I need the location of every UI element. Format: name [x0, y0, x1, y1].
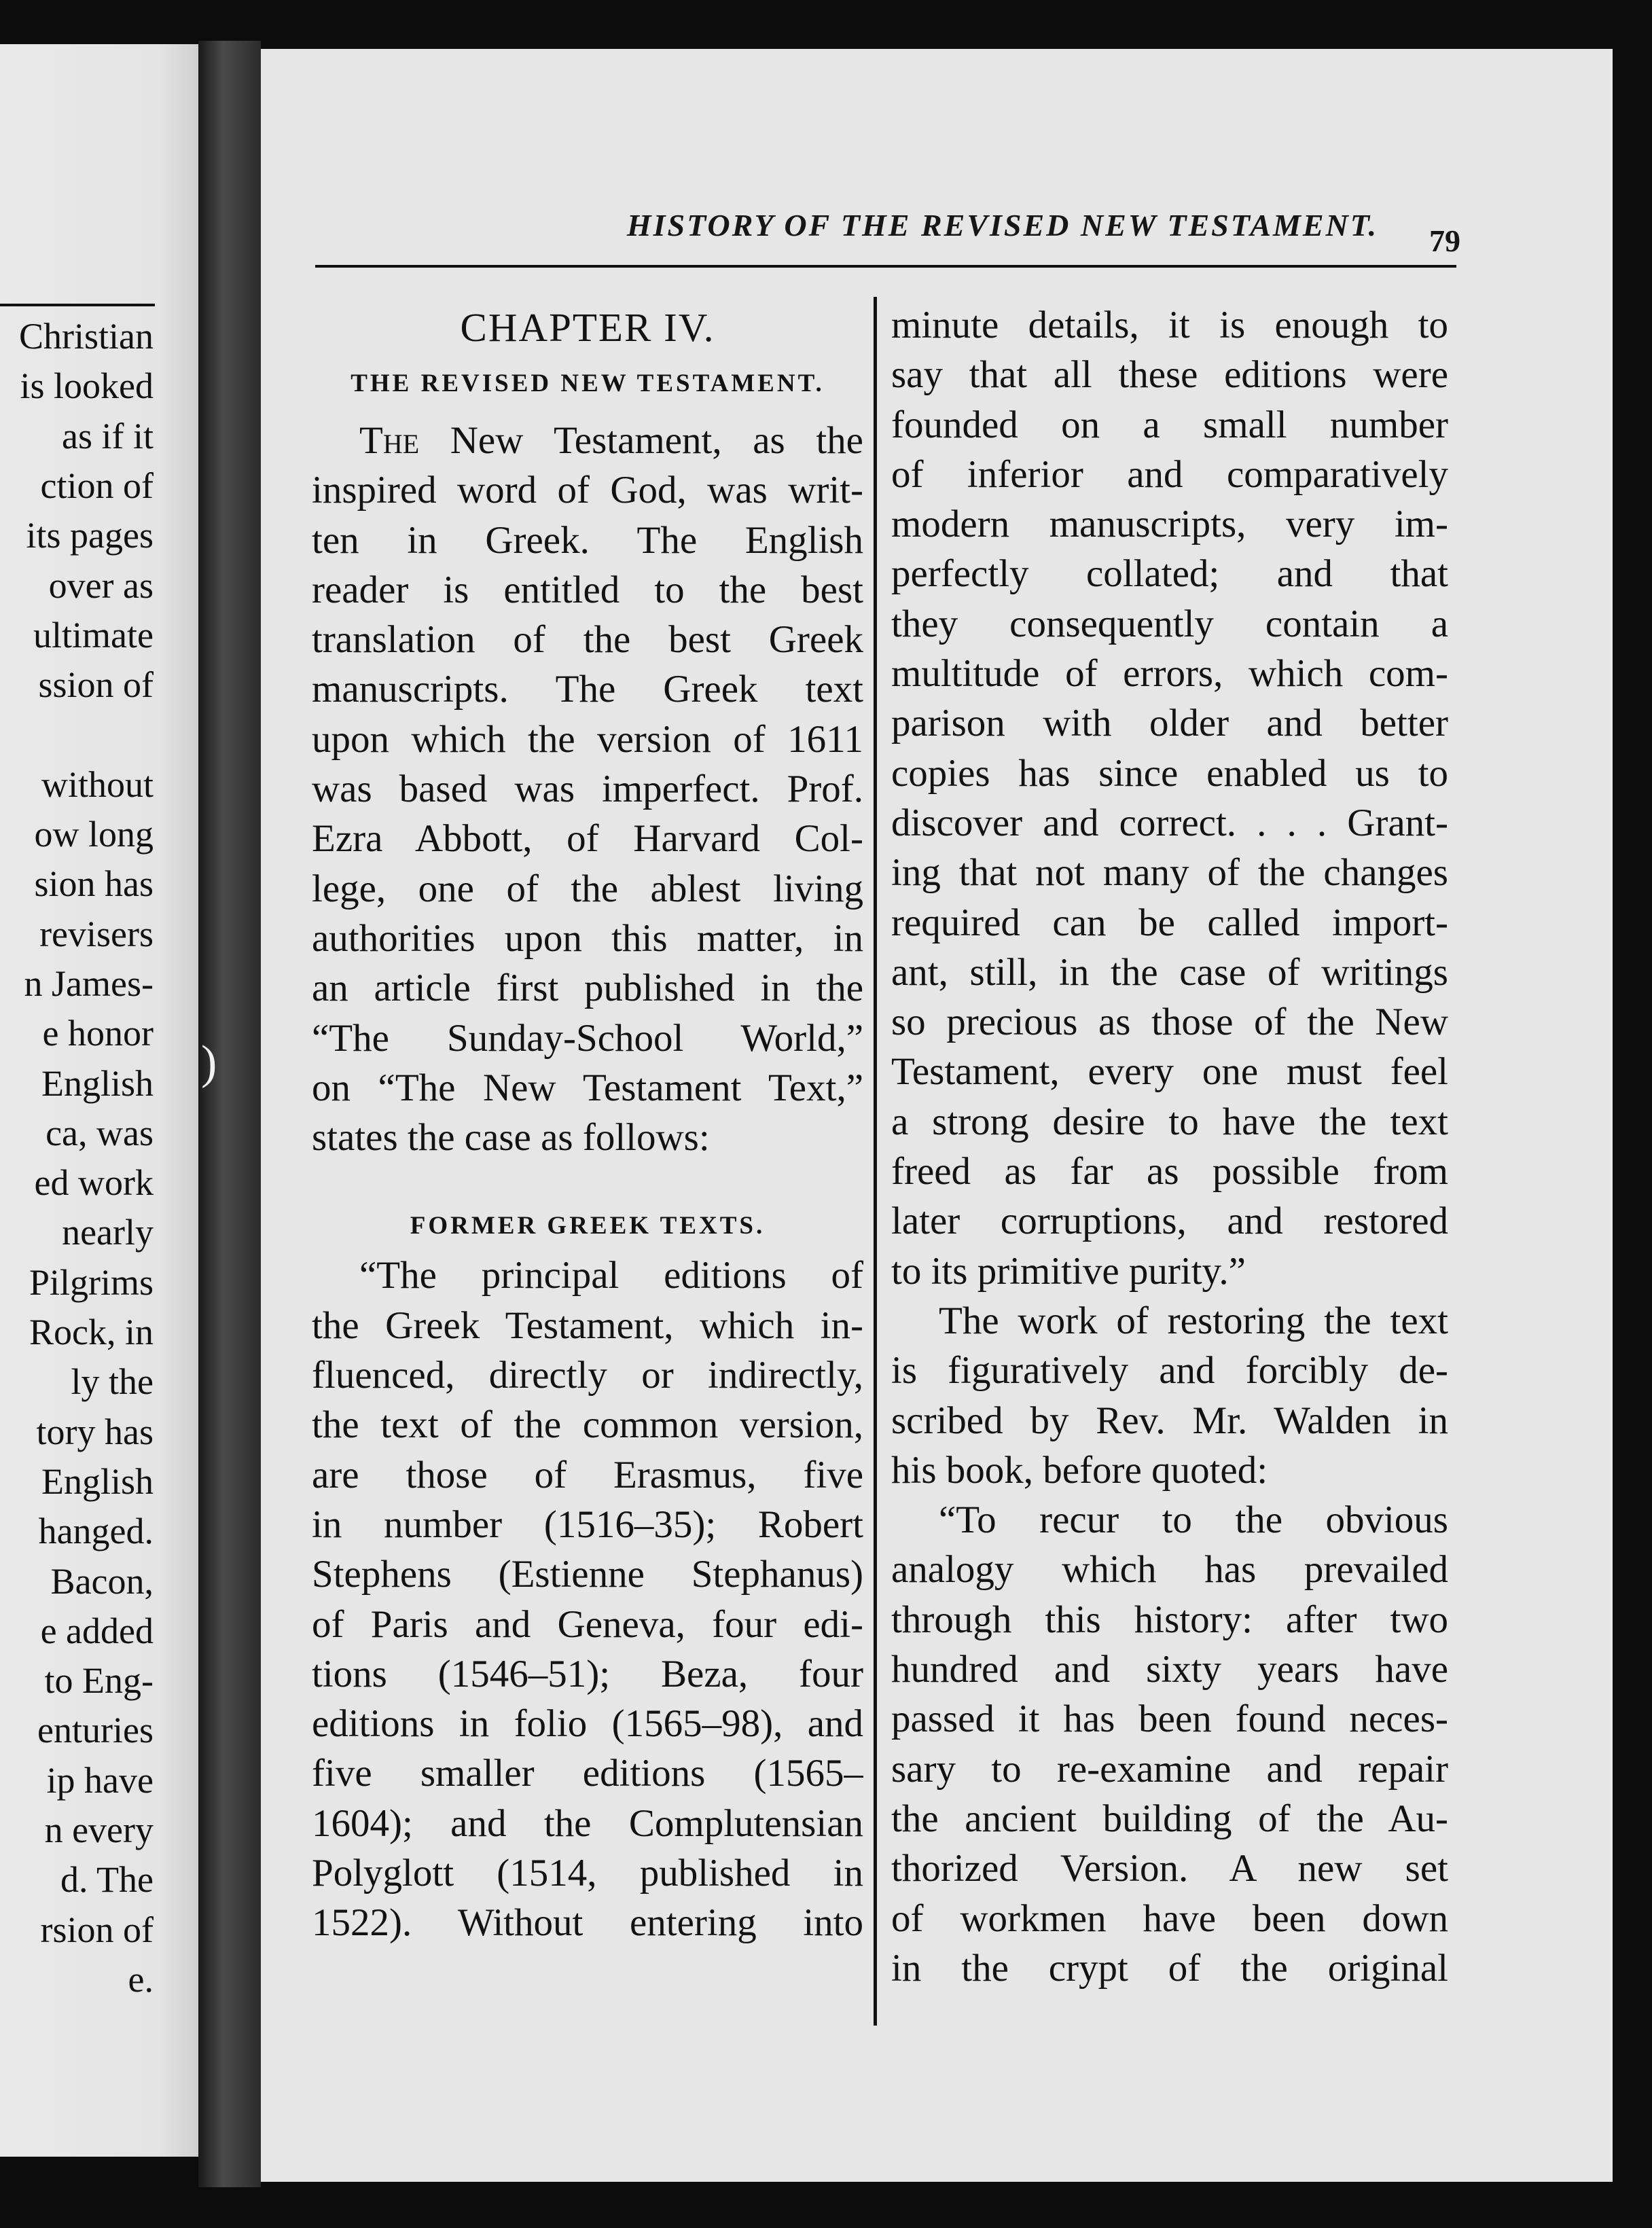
text-line: the ancient building of the Au- — [891, 1797, 1448, 1840]
previous-page-line: tory has — [36, 1411, 154, 1452]
previous-page-line: d. The — [60, 1859, 154, 1901]
text-line: hundred and sixty years have — [891, 1648, 1448, 1691]
text-line: say that all these editions were — [891, 353, 1448, 397]
previous-page-line: ction of — [40, 465, 154, 506]
previous-page-line: e. — [128, 1958, 154, 2000]
lead-word: The — [359, 419, 420, 462]
previous-page-line: Rock, in — [29, 1312, 154, 1352]
text-line: ant, still, in the case of writings — [891, 950, 1448, 994]
text-line: The work of restoring the text — [939, 1299, 1448, 1342]
previous-page-line: Pilgrims — [29, 1261, 154, 1303]
previous-page-line: hanged. — [38, 1511, 154, 1552]
text-line: an article first published in the — [312, 967, 863, 1010]
previous-page-line: ssion of — [38, 664, 154, 706]
text-line: his book, before quoted: — [891, 1448, 1268, 1492]
text-line: upon which the version of 1611 — [312, 717, 863, 761]
previous-page-line: sion has — [34, 863, 154, 905]
text-line: is figuratively and forcibly de- — [891, 1349, 1448, 1392]
text-line: ing that not many of the changes — [891, 851, 1448, 895]
text-line: “The principal editions of — [359, 1254, 863, 1297]
quotation-paragraph — [312, 1251, 863, 1947]
previous-page-line: Christian — [19, 316, 154, 357]
text-line: in number (1516–35); Robert — [312, 1503, 863, 1546]
paragraph-first-line — [312, 416, 863, 465]
text-line: of workmen have been down — [891, 1897, 1448, 1940]
text-line: tions (1546–51); Beza, four — [312, 1652, 863, 1695]
text-line: “The Sunday-School World,” — [312, 1016, 863, 1060]
text-line: founded on a small number — [891, 403, 1448, 446]
previous-page-line: n James- — [24, 963, 154, 1004]
text-line: “To recur to the obvious — [939, 1498, 1448, 1542]
text-line: multitude of errors, which com- — [891, 652, 1448, 696]
text-line: analogy which has prevailed — [891, 1548, 1448, 1592]
text-line: of inferior and comparatively — [891, 452, 1448, 496]
text-line: sary to re-examine and repair — [891, 1747, 1448, 1791]
text-line: required can be called import- — [891, 901, 1448, 944]
text-line: discover and correct. . . . Grant- — [891, 801, 1448, 844]
text-line: perfectly collated; and that — [891, 552, 1448, 596]
text-line: to its primitive purity.” — [891, 1249, 1246, 1293]
previous-page-line: without — [41, 763, 154, 805]
chapter-title: CHAPTER IV. — [460, 305, 715, 350]
previous-page-line: revisers — [39, 913, 154, 954]
text-line: of Paris and Geneva, four edi- — [312, 1602, 863, 1646]
text-line: passed it has been found neces- — [891, 1697, 1448, 1741]
text-line: thorized Version. A new set — [891, 1847, 1448, 1890]
previous-page-line: e honor — [42, 1013, 154, 1054]
previous-page-line: Bacon, — [50, 1560, 154, 1602]
column-divider — [874, 297, 877, 2026]
previous-page-line: is looked — [20, 365, 154, 407]
text-line: five smaller editions (1565– — [312, 1752, 863, 1795]
text-line: a strong desire to have the text — [891, 1100, 1448, 1143]
text-line: later corruptions, and restored — [891, 1200, 1448, 1243]
text-line: was based was imperfect. Prof. — [312, 768, 863, 811]
page-number: 79 — [1429, 223, 1460, 258]
previous-page-line: e added — [40, 1610, 154, 1651]
previous-page-line: n every — [44, 1810, 154, 1850]
text-line: freed as far as possible from — [891, 1150, 1448, 1193]
text-line: authorities upon this matter, in — [312, 916, 863, 960]
previous-page-rule — [0, 304, 155, 306]
text-line: the text of the common version, — [312, 1403, 863, 1447]
text-line: so precious as those of the New — [891, 1001, 1448, 1044]
previous-page-line: English — [41, 1062, 154, 1104]
text-line: editions in folio (1565–98), and — [312, 1702, 863, 1746]
paragraph — [312, 416, 863, 1162]
text-line: fluenced, directly or indirectly, — [312, 1354, 863, 1397]
header-rule — [315, 265, 1456, 268]
right-column-text — [891, 300, 1448, 1993]
previous-page-line: ca, was — [46, 1112, 154, 1153]
previous-page-line: ly the — [71, 1361, 154, 1403]
text-line: translation of the best Greek — [312, 618, 863, 662]
previous-page-line: as if it — [62, 415, 154, 456]
text-line: scribed by Rev. Mr. Walden in — [891, 1399, 1448, 1442]
text-line: are those of Erasmus, five — [312, 1453, 863, 1496]
previous-page-line: ip have — [46, 1759, 154, 1801]
text-line: copies has since enabled us to — [891, 751, 1448, 795]
text-line: 1604); and the Complutensian — [312, 1801, 863, 1845]
right-column — [891, 300, 1448, 1993]
paragraph-lines — [312, 465, 863, 1162]
text-line: Ezra Abbott, of Harvard Col- — [312, 817, 863, 861]
text-line: on “The New Testament Text,” — [312, 1066, 863, 1109]
text-line: manuscripts. The Greek text — [312, 668, 863, 711]
text-line: through this history: after two — [891, 1598, 1448, 1641]
text-line: lege, one of the ablest living — [312, 867, 863, 910]
lead-line-rest: New Testament, as the — [419, 419, 863, 462]
previous-page-line: enturies — [37, 1710, 154, 1751]
text-line: modern manuscripts, very im- — [891, 503, 1448, 546]
text-line: states the case as follows: — [312, 1116, 710, 1160]
previous-page-line: to Eng- — [44, 1660, 154, 1702]
text-line: parison with older and better — [891, 702, 1448, 745]
previous-page — [0, 44, 198, 2157]
text-line: minute details, it is enough to — [891, 304, 1448, 346]
running-head: HISTORY OF THE REVISED NEW TESTAMENT. — [626, 208, 1379, 242]
text-line: the Greek Testament, which in- — [312, 1304, 863, 1347]
section-heading: FORMER GREEK TEXTS. — [410, 1212, 766, 1240]
previous-page-line: English — [41, 1460, 154, 1502]
previous-page-line: rsion of — [40, 1909, 154, 1950]
previous-page-line: ed work — [34, 1162, 154, 1204]
previous-page-line: its pages — [26, 515, 154, 556]
text-line: Polyglott (1514, published in — [312, 1852, 863, 1895]
left-column — [312, 300, 863, 1948]
previous-page-line: over as — [48, 564, 154, 606]
text-line: ten in Greek. The English — [312, 518, 863, 562]
text-line: they consequently contain a — [891, 602, 1448, 645]
text-line: Stephens (Estienne Stephanus) — [312, 1553, 863, 1596]
book-spine — [198, 41, 261, 2187]
text-line: Testament, every one must feel — [891, 1050, 1448, 1094]
page — [261, 49, 1613, 2182]
text-line: inspired word of God, was writ- — [312, 469, 863, 512]
page-blemish: ) — [201, 1037, 217, 1089]
section-heading: THE REVISED NEW TESTAMENT. — [351, 370, 825, 397]
previous-page-line: ultimate — [33, 614, 154, 655]
text-line: 1522). Without entering into — [312, 1901, 863, 1945]
previous-page-line: nearly — [62, 1212, 154, 1253]
text-line: reader is entitled to the best — [312, 568, 863, 611]
text-line: in the crypt of the original — [891, 1946, 1448, 1990]
previous-page-line: ow long — [34, 814, 154, 855]
